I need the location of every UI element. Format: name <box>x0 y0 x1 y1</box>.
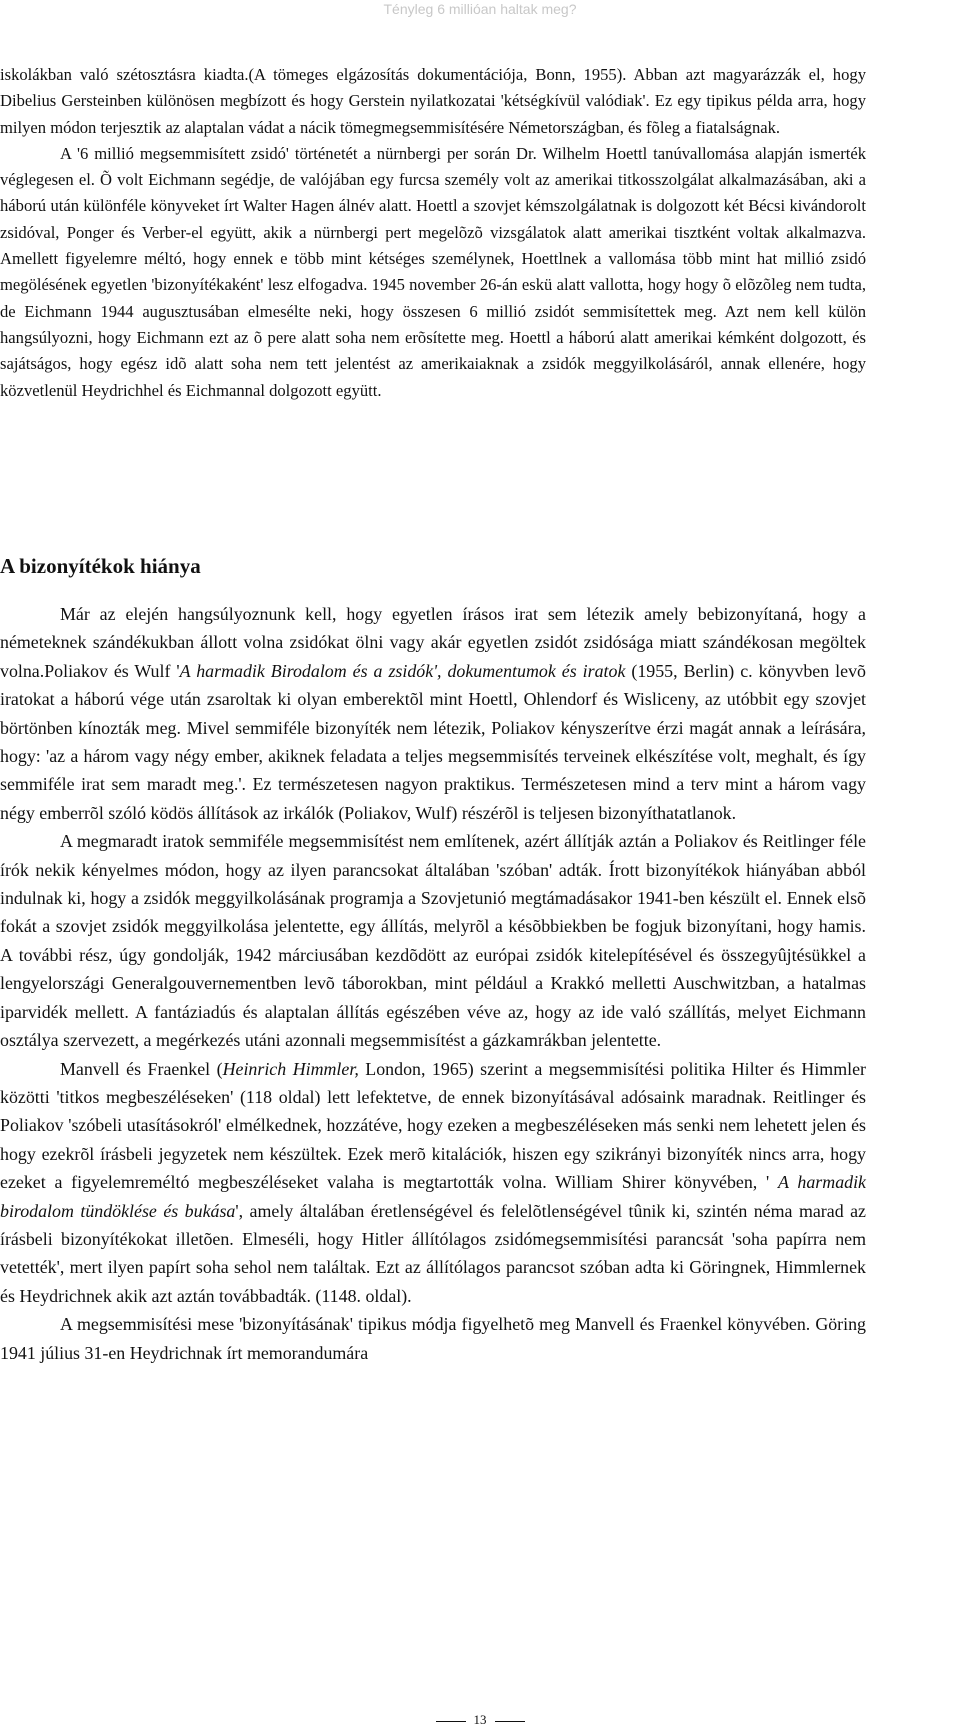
paragraph <box>0 1055 866 1311</box>
page-number: 13 <box>473 1712 487 1727</box>
footer-rule <box>436 1721 466 1722</box>
paragraph: iskolákban való szétosztásra kiadta.(A tömeges elgázosítás dokumentációja, Bonn, 1955). Abban azt magyarázzák el, hogy Dibelius Gersteinben különösen megbízott és hogy Gerstein nyilatkozatai 'kétségkívül valódiak'. Ez egy tipikus példa arra, hogy milyen módon terjesztik az alaptalan vádat a nácik tömegmegsemmisítésére Németországban, és fõleg a fiatalságnak. <box>0 65 866 137</box>
section-heading: A bizonyítékok hiánya <box>0 554 201 578</box>
text-run: Már az elején hangsúlyoznunk kell, hogy egyetlen írásos irat sem létezik amely bebizonyítaná, hogy a németeknek szándékukban állott volna zsidókat ölni vagy akár egyetlen zsidót zsidósága miatt szándékosan megöltek volna.Poliakov és Wulf ' <box>0 604 866 681</box>
text-block-top <box>0 62 866 404</box>
text-run: Manvell és Fraenkel ( <box>60 1058 223 1079</box>
paragraph: A megmaradt iratok semmiféle megsemmisítést nem említenek, azért állítják aztán a Poliakov és Reitlinger féle írók nekik kényelmes módon, hogy az ilyen parancsokat általában 'szóban' adták. Írott bizonyítékok hiányában abból indulnak ki, hogy a zsidók meggyilkolásának programja a Szovjetunió megtámadásakor 1941-ben készült el. Ennek elsõ fokát a szovjet zsidók meggyilkolása jelentette, egy állítás, melyrõl a késõbbiekben be fogjuk bizonyítani, hogy hamis. A további rész, úgy gondolják, 1942 márciusában kezdõdött az európai zsidók kitelepítésével és összegyûjtésükkel a lengyelországi Generalgouvernementben levõ táborokban, mint például a Krakkó melletti Auschwitzban, a hatalmas iparvidék mellett. A fantáziadús és alaptalan állítás egészében véve az, hogy az ide való szállítás, melyet Eichmann osztálya szervezett, a megérkezés utáni azonnali megsemmisítést a gázkamrákban jelentette. <box>0 831 866 1051</box>
text-run: London, 1965) szerint a megsemmisítési politika Hilter és Himmler közötti 'titkos megbeszéléseken' (118 oldal) lett lefektetve, de ennek bizonyításával adósaink maradnak. Reitlinger és Poliakov 'szóbeli utasításokról' elmélkednek, hozzátéve, hogy ezeken a megbeszéléseken más senki nem lehetett jelen és hogy ezekrõl írásbeli jegyzetek nem készültek. Ezek merõ kitalációk, hiszen egy szikrányi bizonyíték nincs arra, hogy ezeket a figyelemreméltó megbeszéléseket valaha is megtartották volna. William Shirer könyvében, ' <box>0 1058 866 1193</box>
paragraph: A '6 millió megsemmisített zsidó' történetét a nürnbergi per során Dr. Wilhelm Hoettl tanúvallomása alapján ismerték véglegesen el. Õ volt Eichmann segédje, de valójában egy furcsa személy volt az amerikai titkosszolgálat alkalmazásában, aki a háború után különféle könyveket írt Walter Hagen álnév alatt. Hoettl a szovjet kémszolgálatnak is dolgozott két Bécsi kivándorolt zsidóval, Ponger és Verber-el együtt, akik a nürnbergi pert megelõzõ vizsgálatok alatt amerikai tisztként voltak alkalmazva. Amellett figyelemre méltó, hogy ennek e több mint kétséges személynek, Hoettlnek a vallomása több mint hat millió zsidó megölésének egyetlen 'bizonyítékaként' lesz elfogadva. 1945 november 26-án eskü alatt vallotta, hogy hogy õ elõzõleg nem tudta, de Eichmann 1944 augusztusában elmesélte neki, hogy összesen 6 millió zsidót semmisítettek meg. Azt nem kell külön hangsúlyozni, hogy Eichmann ezt az õ pere alatt soha nem erõsítette meg. Hoettl a háború alatt amerikai kémként dolgozott, és sajátságos, hogy egész idõ alatt soha nem tett jelentést az amerikaiaknak a zsidók meggyilkolásáról, annak ellenére, hogy közvetlenül Heydrichhel és Eichmannal dolgozott együtt. <box>0 143 866 400</box>
book-title: A harmadik birodalom tündöklése és bukása <box>0 1172 866 1221</box>
running-header: Tényleg 6 millióan haltak meg? <box>383 1 577 17</box>
book-title: Heinrich Himmler, <box>222 1058 359 1079</box>
footer-rule <box>495 1721 525 1722</box>
text-block-main <box>0 600 866 1367</box>
book-title: A harmadik Birodalom és a zsidók', dokumentumok és iratok <box>179 660 626 681</box>
paragraph: A megsemmisítési mese 'bizonyításának' tipikus módja figyelhetõ meg Manvell és Fraenkel könyvében. Göring 1941 július 31-en Heydrichnak írt memorandumára <box>0 1314 866 1363</box>
paragraph <box>0 600 866 827</box>
text-run: (1955, Berlin) c. könyvben levõ iratokat a háború vége után zsaroltak ki olyan emberektõl mint Hoettl, Ohlendorf és Wisliceny, az utóbbit egy szovjet börtönben kínozták meg. Mivel semmiféle bizonyíték nem létezik, Poliakov kényszerítve érzi magát annak a leírására, hogy: 'az a három vagy négy ember, akiknek feladata a teljes megsemmisítés terveinek elkészítése volt, meghalt, és így semmiféle irat sem maradt meg.'. Ez természetesen nagyon praktikus. Természetesen mind a terv mint a három vagy négy emberrõl szóló ködös állítások az irkálók (Poliakov, Wulf) részérõl is teljesen bizonyíthatatlanok. <box>0 660 866 823</box>
text-run: ', amely általában éretlenségével és felelõtlenségével tûnik ki, szintén néma marad az írásbeli bizonyítékokat illetõen. Elmeséli, hogy Hitler állítólagos zsidómegsemmisítési parancsát 'soha papírra nem vetették', mert ilyen papírt soha sehol nem találtak. Ezt az állítólagos parancsot szóban adta ki Göringnek, Himmlernek és Heydrichnek akik azt aztán továbbadták. (1148. oldal). <box>0 1200 866 1306</box>
page-footer <box>0 1712 960 1728</box>
